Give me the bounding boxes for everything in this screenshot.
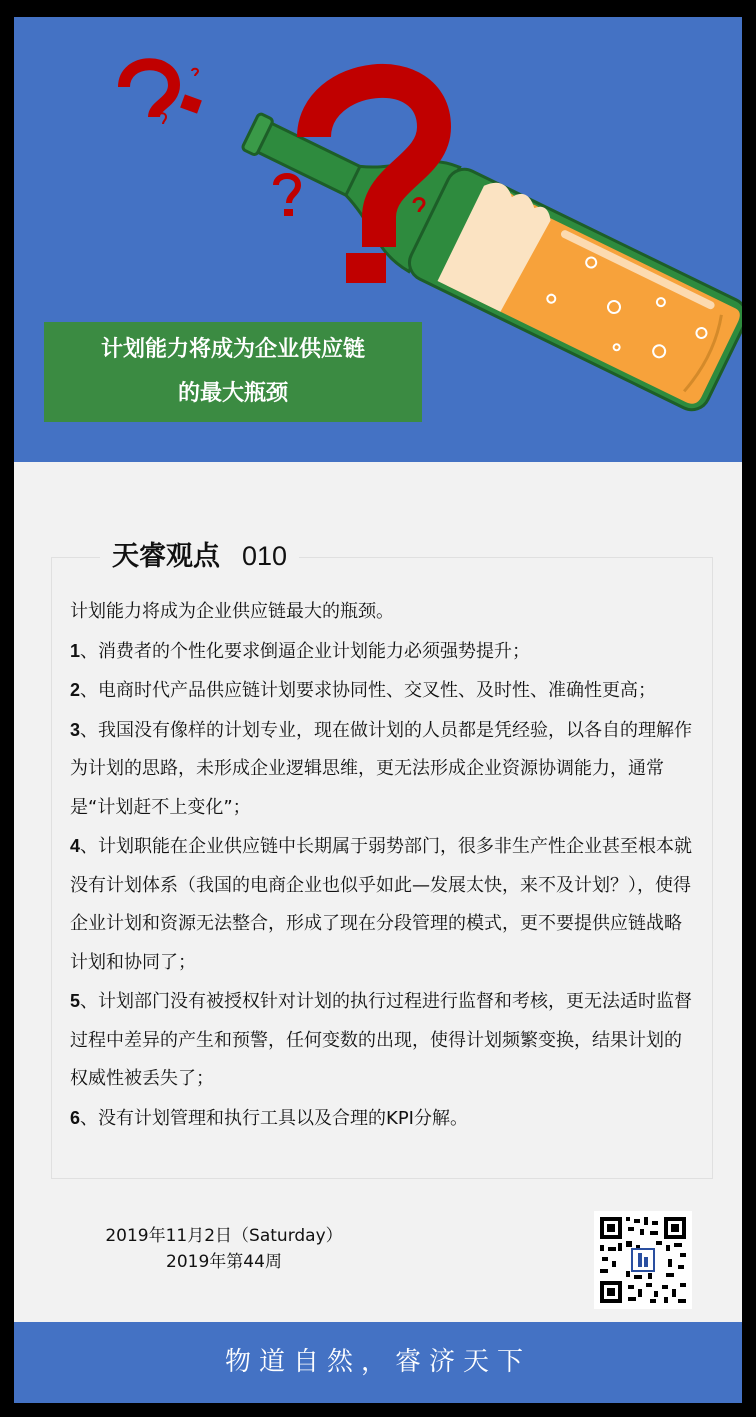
point-2 [70, 671, 698, 711]
point-1 [70, 632, 698, 672]
point-3 [70, 711, 698, 828]
section-heading [100, 534, 299, 573]
point-text: 、消费者的个性化要求倒逼企业计划能力必须强势提升； [80, 640, 531, 662]
point-text: 、电商时代产品供应链计划要求协同性、交叉性、及时性、准确性更高； [80, 680, 657, 701]
point-5 [70, 982, 698, 1099]
body-text [70, 593, 698, 1138]
point-4 [70, 827, 698, 982]
point-number: 6 [70, 1107, 81, 1128]
date-line-1: 2019年11月2日（Saturday） [105, 1226, 343, 1246]
point-text: 、我国没有像样的计划专业，现在做计划的人员都是凭经验，以各自的理解作为计划的思路，未形成企业逻辑思维，更无法形成企业资源协调能力，通常是“计划赶不上变化”； [70, 719, 693, 818]
poster-frame [14, 17, 742, 1403]
point-text: 、计划职能在企业供应链中长期属于弱势部门，很多非生产性企业甚至根本就没有计划体系（我国的电商企业也似乎如此—发展太快，来不及计划？），使得企业计划和资源无法整合，形成了现在分段管理的模式，更不要提供应链战略计划和协同了； [70, 836, 693, 973]
date-line-2: 2019年第44周 [166, 1252, 282, 1272]
banner-title-line-1: 计划能力将成为企业供应链 [100, 337, 365, 362]
banner-title-box [44, 322, 422, 422]
footer-bar [14, 1322, 742, 1403]
section-title: 天睿观点 [112, 541, 220, 572]
point-number: 2 [70, 680, 81, 700]
qr-code-icon [594, 1211, 692, 1309]
date-block [74, 1223, 374, 1275]
hero-banner [14, 17, 742, 462]
point-number: 1 [70, 640, 81, 661]
point-text: 、没有计划管理和执行工具以及合理的KPI分解。 [80, 1107, 468, 1129]
section-number: 010 [242, 541, 288, 571]
point-text: 、计划部门没有被授权针对计划的执行过程进行监督和考核，更无法适时监督过程中差异的产生和预警，任何变数的出现，使得计划频繁变换，结果计划的权威性被丢失了； [70, 991, 693, 1089]
intro-paragraph: 计划能力将成为企业供应链最大的瓶颈。 [70, 601, 394, 622]
point-number: 5 [70, 991, 81, 1011]
footer-slogan: 物道自然，睿济天下 [224, 1347, 531, 1377]
point-6 [70, 1099, 698, 1139]
banner-title-line-2: 的最大瓶颈 [177, 381, 288, 406]
point-number: 3 [70, 719, 81, 740]
point-number: 4 [70, 836, 81, 856]
